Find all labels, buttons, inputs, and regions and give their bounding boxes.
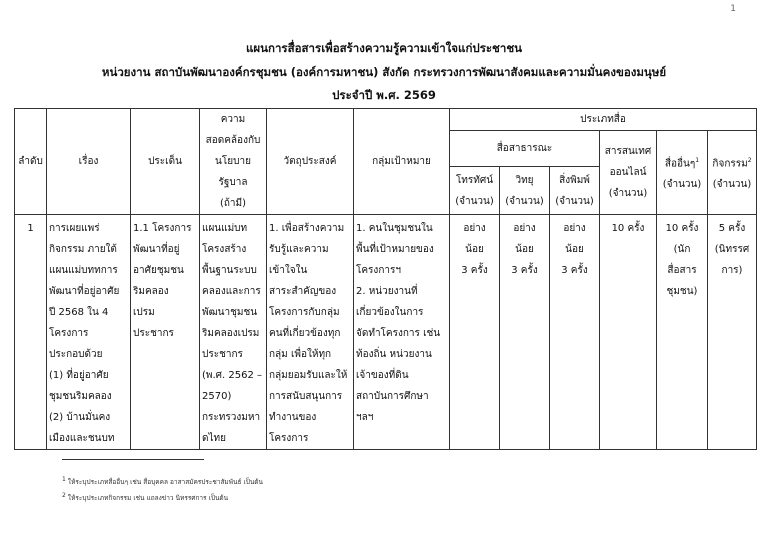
footnote-ref-2: 2 [747, 156, 752, 164]
header-activity-label: กิจกรรม [712, 158, 748, 170]
cell-online: 10 ครั้ง [600, 215, 657, 450]
footnote-2-text: ให้ระบุประเภทกิจกรรม เช่น แถลงข่าว นิทรรศการ เป็นต้น [67, 494, 229, 503]
header-no: ลำดับ [15, 109, 47, 215]
agency-line: หน่วยงาน สถาบันพัฒนาองค์กรชุมชน (องค์การมหาชน) สังกัด กระทรวงการพัฒนาสังคมและความมั่นคงของมนุษย์ [101, 65, 667, 79]
cell-no: 1 [15, 215, 47, 450]
header-activity [708, 131, 757, 215]
header-objective: วัตถุประสงค์ [267, 109, 354, 215]
header-activity-count: (จำนวน) [712, 179, 752, 191]
cell-issue: 1.1 โครงการ พัฒนาที่อยู่ อาศัยชุมชน ริมคลอง เปรม ประชากร [131, 215, 200, 450]
cell-policy: แผนแม่บท โครงสร้าง พื้นฐานระบบ คลองและการ พัฒนาชุมชน ริมคลองเปรม ประชากร (พ.ศ. 2562 – 2570) กระทรวงมหา ดไทย [200, 215, 267, 450]
header-other-media-count: (จำนวน) [662, 179, 702, 191]
cell-radio: อย่าง น้อย 3 ครั้ง [500, 215, 550, 450]
header-print: สิ่งพิมพ์ (จำนวน) [550, 167, 600, 215]
header-mass-media: สื่อสาธารณะ [450, 131, 600, 167]
footnote-1-marker: 1 [62, 476, 66, 483]
header-other-media-label: สื่ออื่นๆ [664, 158, 696, 170]
cell-other-media: 10 ครั้ง (นัก สื่อสาร ชุมชน) [657, 215, 708, 450]
header-media-type: ประเภทสื่อ [450, 109, 757, 131]
cell-print: อย่าง น้อย 3 ครั้ง [550, 215, 600, 450]
cell-activity: 5 ครั้ง (นิทรรศ การ) [708, 215, 757, 450]
communication-plan-table [14, 108, 757, 450]
footnote-2-marker: 2 [62, 492, 66, 499]
footnote-2 [62, 492, 228, 503]
table-row [15, 215, 757, 450]
cell-objective: 1. เพื่อสร้างความ รับรู้และความ เข้าใจใน สาระสำคัญของ โครงการกับกลุ่ม คนที่เกี่ยวข้องทุก กลุ่ม เพื่อให้ทุก กลุ่มยอมรับและให้ การสนับสนุนการ ทำงานของ โครงการ [267, 215, 354, 450]
header-radio: วิทยุ (จำนวน) [500, 167, 550, 215]
cell-topic: การเผยแพร่ กิจกรรม ภายใต้ แผนแม่บททการ พัฒนาที่อยู่อาศัย ปี 2568 ใน 4 โครงการ ประกอบด้วย (1) ที่อยู่อาศัย ชุมชนริมคลอง (2) บ้านมั่นคง เมืองและชนบท [47, 215, 131, 450]
footnote-divider [62, 459, 204, 460]
header-policy: ความ สอดคล้องกับ นโยบาย รัฐบาล (ถ้ามี) [200, 109, 267, 215]
header-target: กลุ่มเป้าหมาย [354, 109, 450, 215]
fiscal-year-line: ประจำปี พ.ศ. 2569 [332, 88, 436, 102]
footnote-ref-1: 1 [695, 156, 700, 164]
document-title: แผนการสื่อสารเพื่อสร้างความรู้ความเข้าใจแก่ประชาชน [246, 41, 522, 55]
header-topic: เรื่อง [47, 109, 131, 215]
header-online: สารสนเทศ ออนไลน์ (จำนวน) [600, 131, 657, 215]
footnote-1-text: ให้ระบุประเภทสื่ออื่นๆ เช่น สื่อบุคคล อาสาสมัครประชาสัมพันธ์ เป็นต้น [67, 478, 263, 487]
page-number: 1 [730, 4, 736, 14]
header-issue: ประเด็น [131, 109, 200, 215]
header-other-media [657, 131, 708, 215]
footnote-1 [62, 476, 263, 487]
header-tv: โทรทัศน์ (จำนวน) [450, 167, 500, 215]
cell-target: 1. คนในชุมชนใน พื้นที่เป้าหมายของ โครงการฯ 2. หน่วยงานที่ เกี่ยวข้องในการ จัดทำโครงการ เช่น ท้องถิ่น หน่วยงาน เจ้าของที่ดิน สถาบันการศึกษา ฯลฯ [354, 215, 450, 450]
cell-tv: อย่าง น้อย 3 ครั้ง [450, 215, 500, 450]
